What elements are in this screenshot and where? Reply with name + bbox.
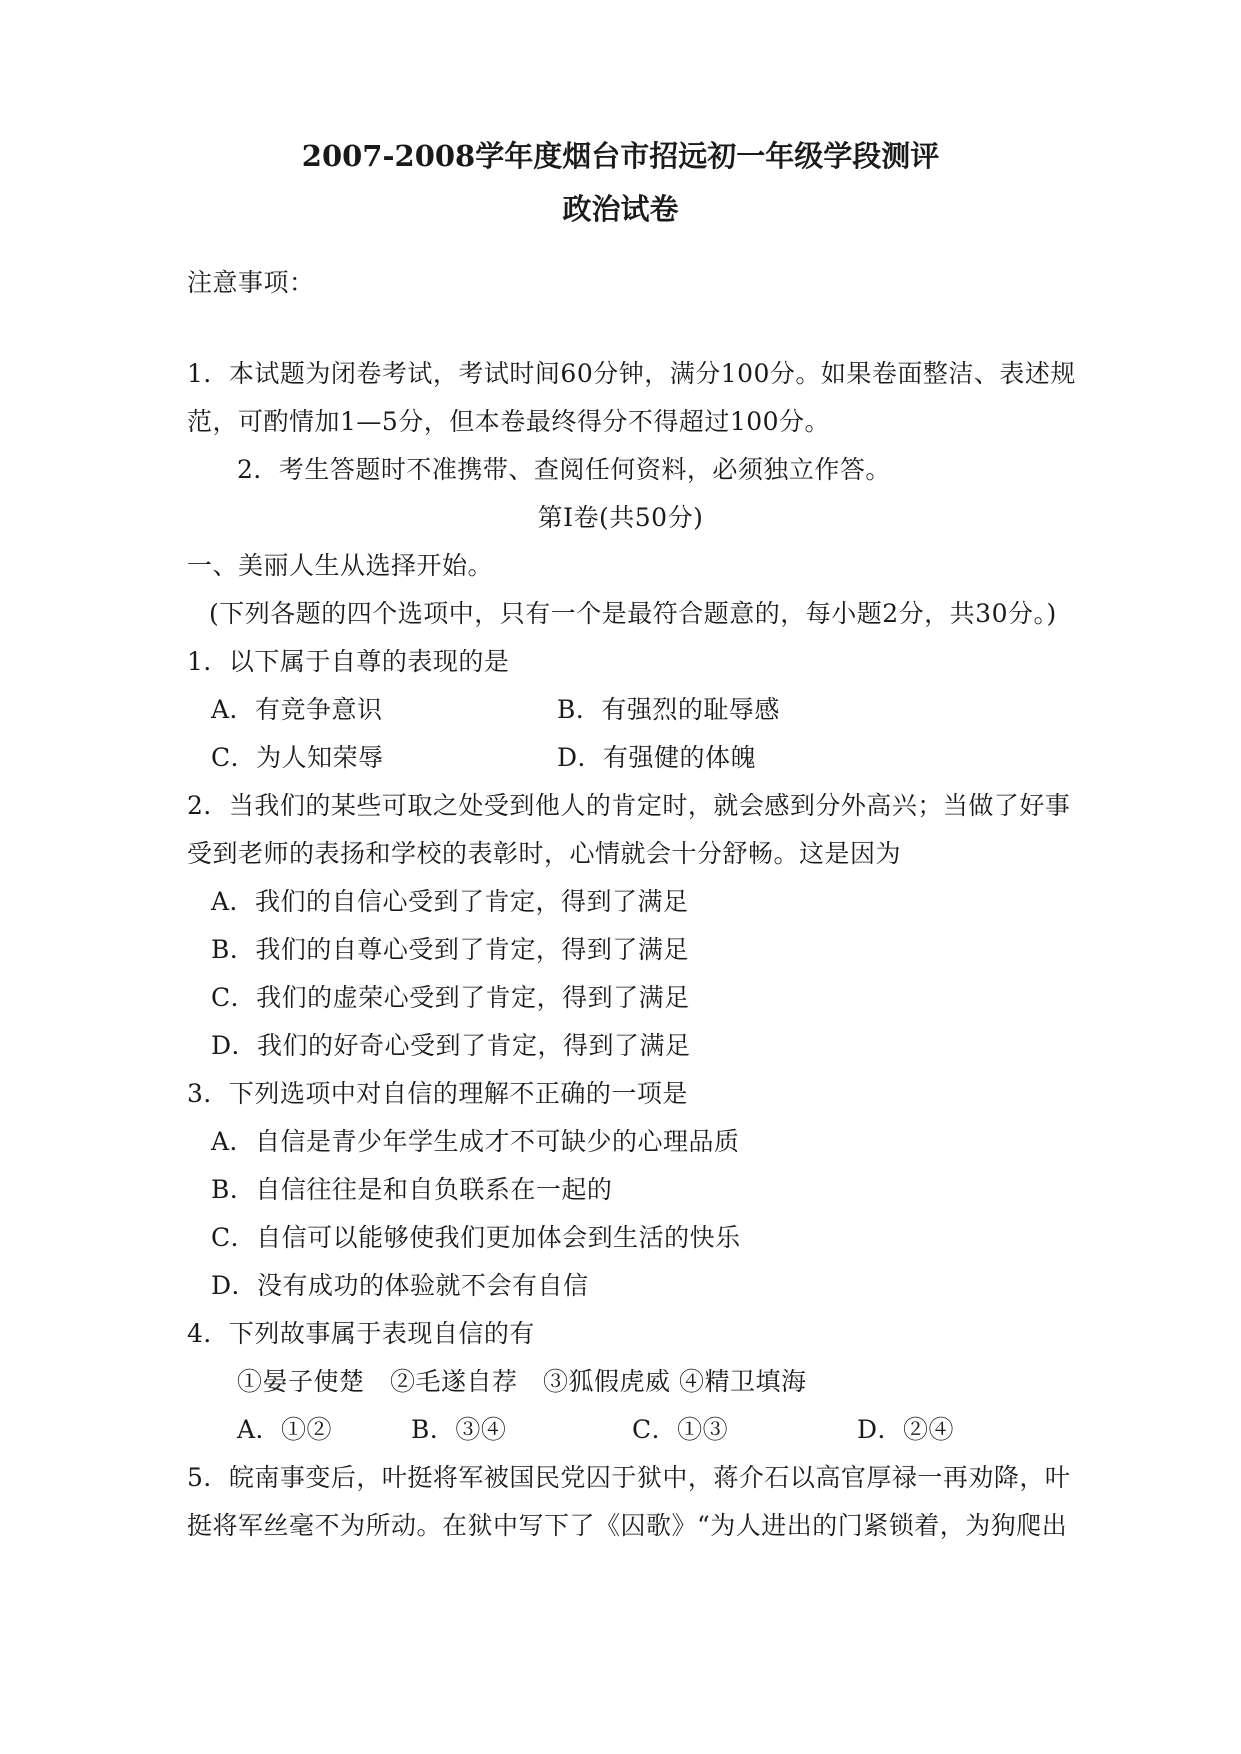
question-2-option-d: D．我们的好奇心受到了肯定，得到了满足 <box>211 1031 691 1060</box>
question-4-stem: 4．下列故事属于表现自信的有 <box>187 1319 535 1348</box>
question-4-option-b: B．③④ <box>411 1415 507 1444</box>
question-2-option-c: C．我们的虚荣心受到了肯定，得到了满足 <box>211 983 690 1012</box>
question-1-option-b: B．有强烈的耻辱感 <box>557 695 780 724</box>
part-title: 一、美丽人生从选择开始。 <box>187 551 494 580</box>
question-1-option-c: C．为人知荣辱 <box>211 743 384 772</box>
question-3-option-d: D．没有成功的体验就不会有自信 <box>211 1271 589 1300</box>
question-1-option-a: A．有竞争意识 <box>211 695 383 724</box>
question-2-option-a: A．我们的自信心受到了肯定，得到了满足 <box>211 887 689 916</box>
question-4-option-c: C．①③ <box>632 1415 729 1444</box>
question-1-stem: 1．以下属于自尊的表现的是 <box>187 647 510 676</box>
part-instruction: (下列各题的四个选项中，只有一个是最符合题意的，每小题2分，共30分。) <box>209 599 1057 628</box>
question-4-option-d: D．②④ <box>857 1415 955 1444</box>
question-3-stem: 3．下列选项中对自信的理解不正确的一项是 <box>187 1079 688 1108</box>
question-2-stem-line-2: 受到老师的表扬和学校的表彰时，心情就会十分舒畅。这是因为 <box>187 839 902 868</box>
question-3-option-b: B．自信往往是和自负联系在一起的 <box>211 1175 613 1204</box>
volume-title: 第Ⅰ卷(共50分) <box>537 503 704 532</box>
question-5-stem-line-1: 5．皖南事变后，叶挺将军被国民党囚于狱中，蒋介石以高官厚禄一再劝降，叶 <box>187 1463 1071 1492</box>
notice-item-2: 2．考生答题时不准携带、查阅任何资料，必须独立作答。 <box>237 455 891 484</box>
question-2-stem-line-1: 2．当我们的某些可取之处受到他人的肯定时，就会感到分外高兴；当做了好事 <box>187 791 1071 820</box>
question-1-option-d: D．有强健的体魄 <box>557 743 757 772</box>
question-4-option-a: A．①② <box>237 1415 333 1444</box>
exam-subtitle: 政治试卷 <box>562 192 679 226</box>
notice-item-1-line-1: 1．本试题为闭卷考试，考试时间60分钟，满分100分。如果卷面整洁、表述规 <box>187 359 1076 388</box>
exam-title: 2007-2008学年度烟台市招远初一年级学段测评 <box>301 139 940 173</box>
question-4-items: ①晏子使楚 ②毛遂自荐 ③狐假虎威 ④精卫填海 <box>237 1367 807 1396</box>
question-3-option-c: C．自信可以能够使我们更加体会到生活的快乐 <box>211 1223 741 1252</box>
notice-item-1-line-2: 范，可酌情加1—5分，但本卷最终得分不得超过100分。 <box>187 407 831 436</box>
question-2-option-b: B．我们的自尊心受到了肯定，得到了满足 <box>211 935 689 964</box>
question-3-option-a: A．自信是青少年学生成才不可缺少的心理品质 <box>211 1127 740 1156</box>
notice-heading: 注意事项： <box>187 268 315 297</box>
question-5-stem-line-2: 挺将军丝毫不为所动。在狱中写下了《囚歌》“为人进出的门紧锁着，为狗爬出 <box>187 1511 1068 1540</box>
